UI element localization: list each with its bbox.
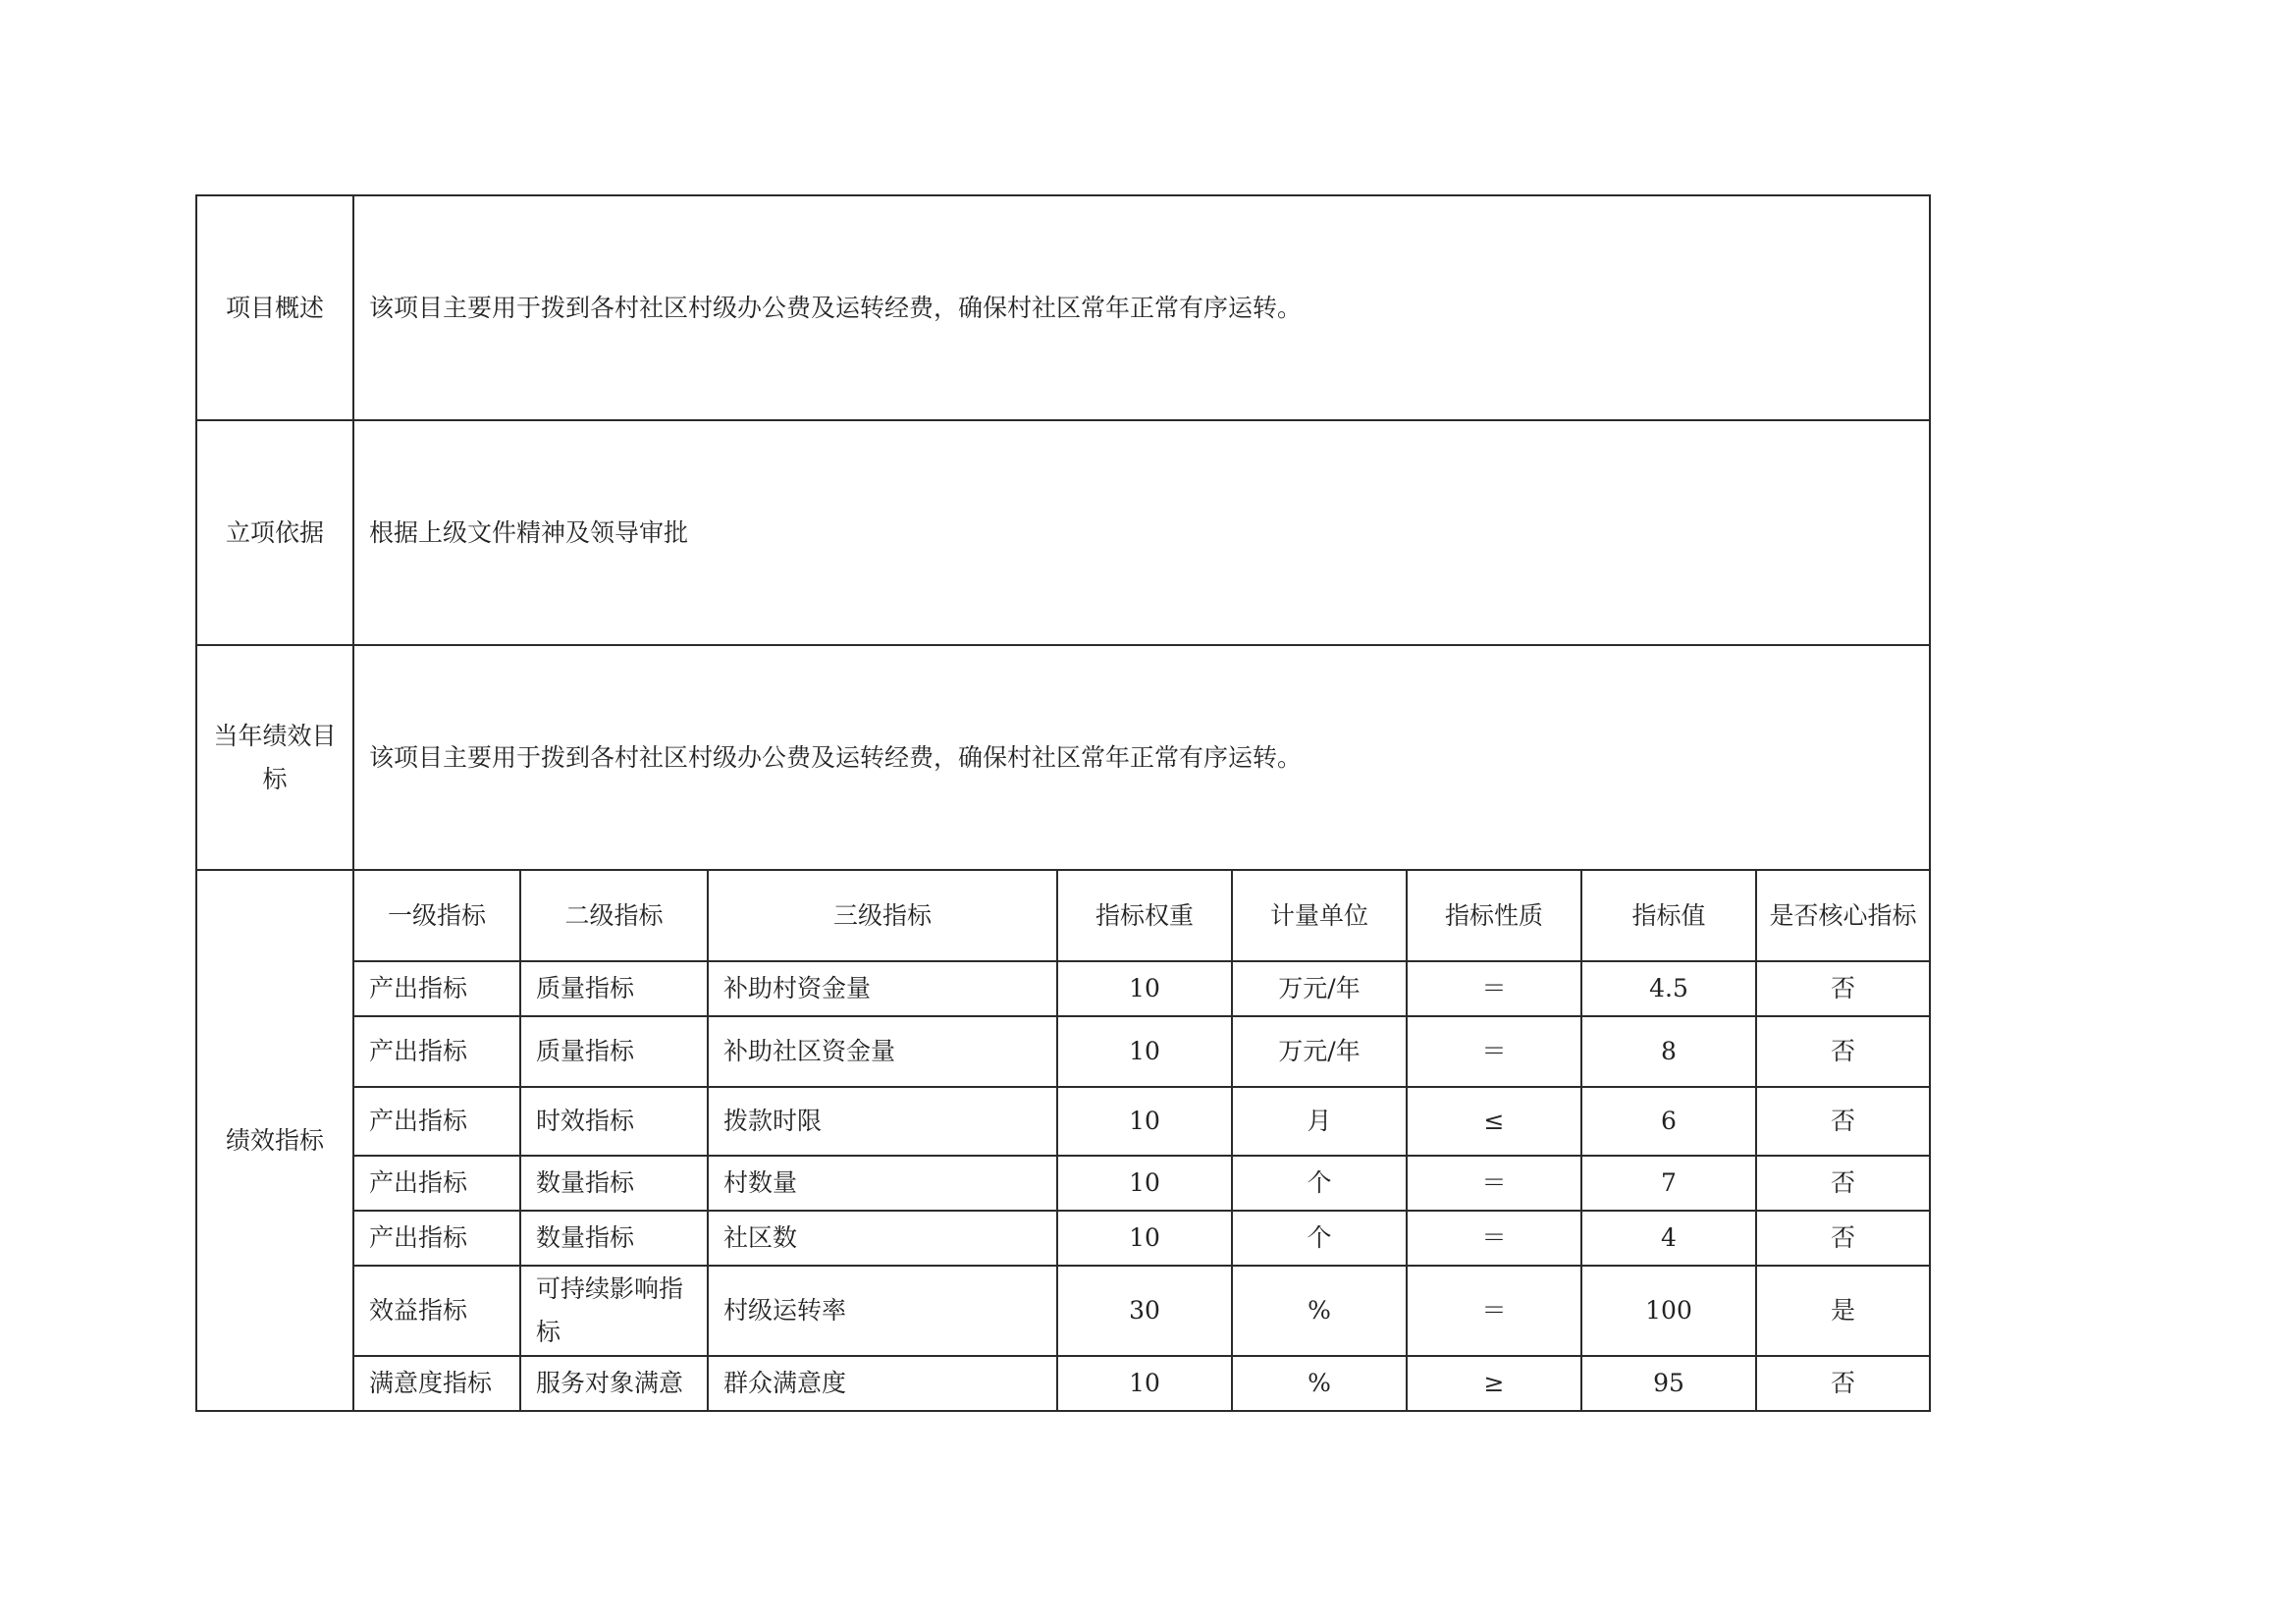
header-unit: 计量单位 [1232, 870, 1407, 961]
row-level2: 数量指标 [520, 1156, 708, 1211]
row-weight: 10 [1057, 1356, 1232, 1411]
goal-text: 该项目主要用于拨到各村社区村级办公费及运转经费，确保村社区常年正常有序运转。 [353, 645, 1930, 870]
overview-row [196, 195, 1930, 420]
header-value: 指标值 [1581, 870, 1756, 961]
row-nature: ＝ [1407, 1266, 1581, 1356]
row-value: 95 [1581, 1356, 1756, 1411]
overview-label: 项目概述 [196, 195, 353, 420]
goal-label: 当年绩效目标 [196, 645, 353, 870]
row-unit: 个 [1232, 1211, 1407, 1266]
table-row [196, 1016, 1930, 1087]
row-core: 是 [1756, 1266, 1930, 1356]
row-level3: 村级运转率 [708, 1266, 1057, 1356]
table-row [196, 1211, 1930, 1266]
row-weight: 10 [1057, 961, 1232, 1016]
row-level1: 效益指标 [353, 1266, 520, 1356]
row-level2: 时效指标 [520, 1087, 708, 1156]
row-level2: 可持续影响指标 [520, 1266, 708, 1356]
table-row [196, 1266, 1930, 1356]
row-weight: 10 [1057, 1016, 1232, 1087]
table-row [196, 1087, 1930, 1156]
row-weight: 30 [1057, 1266, 1232, 1356]
header-weight: 指标权重 [1057, 870, 1232, 961]
row-unit: % [1232, 1266, 1407, 1356]
row-nature: ≥ [1407, 1356, 1581, 1411]
table-row [196, 1356, 1930, 1411]
performance-table [195, 194, 1931, 1412]
row-core: 否 [1756, 1356, 1930, 1411]
header-level2: 二级指标 [520, 870, 708, 961]
row-value: 100 [1581, 1266, 1756, 1356]
row-nature: ＝ [1407, 1016, 1581, 1087]
row-level2: 质量指标 [520, 1016, 708, 1087]
row-level2: 数量指标 [520, 1211, 708, 1266]
goal-row [196, 645, 1930, 870]
row-unit: 个 [1232, 1156, 1407, 1211]
row-level3: 社区数 [708, 1211, 1057, 1266]
row-value: 6 [1581, 1087, 1756, 1156]
row-core: 否 [1756, 1016, 1930, 1087]
row-nature: ＝ [1407, 1211, 1581, 1266]
table-row [196, 961, 1930, 1016]
header-level1: 一级指标 [353, 870, 520, 961]
row-nature: ≤ [1407, 1087, 1581, 1156]
row-weight: 10 [1057, 1087, 1232, 1156]
table-row [196, 1156, 1930, 1211]
basis-row [196, 420, 1930, 645]
row-nature: ＝ [1407, 961, 1581, 1016]
row-level1: 产出指标 [353, 1087, 520, 1156]
row-level3: 群众满意度 [708, 1356, 1057, 1411]
row-value: 4.5 [1581, 961, 1756, 1016]
row-level1: 产出指标 [353, 961, 520, 1016]
row-core: 否 [1756, 961, 1930, 1016]
row-level3: 补助村资金量 [708, 961, 1057, 1016]
overview-text: 该项目主要用于拨到各村社区村级办公费及运转经费，确保村社区常年正常有序运转。 [353, 195, 1930, 420]
row-unit: 万元/年 [1232, 961, 1407, 1016]
row-level1: 产出指标 [353, 1016, 520, 1087]
row-unit: 万元/年 [1232, 1016, 1407, 1087]
row-core: 否 [1756, 1156, 1930, 1211]
row-level3: 村数量 [708, 1156, 1057, 1211]
row-level1: 产出指标 [353, 1211, 520, 1266]
header-nature: 指标性质 [1407, 870, 1581, 961]
row-level2: 服务对象满意 [520, 1356, 708, 1411]
indicators-label: 绩效指标 [196, 870, 353, 1411]
row-nature: ＝ [1407, 1156, 1581, 1211]
row-level1: 满意度指标 [353, 1356, 520, 1411]
row-core: 否 [1756, 1087, 1930, 1156]
row-value: 8 [1581, 1016, 1756, 1087]
row-core: 否 [1756, 1211, 1930, 1266]
row-unit: 月 [1232, 1087, 1407, 1156]
header-level3: 三级指标 [708, 870, 1057, 961]
row-value: 7 [1581, 1156, 1756, 1211]
row-weight: 10 [1057, 1156, 1232, 1211]
row-level2: 质量指标 [520, 961, 708, 1016]
basis-label: 立项依据 [196, 420, 353, 645]
indicator-header-row [196, 870, 1930, 961]
row-weight: 10 [1057, 1211, 1232, 1266]
row-level3: 补助社区资金量 [708, 1016, 1057, 1087]
row-unit: % [1232, 1356, 1407, 1411]
header-core: 是否核心指标 [1756, 870, 1930, 961]
row-level3: 拨款时限 [708, 1087, 1057, 1156]
row-value: 4 [1581, 1211, 1756, 1266]
row-level1: 产出指标 [353, 1156, 520, 1211]
basis-text: 根据上级文件精神及领导审批 [353, 420, 1930, 645]
